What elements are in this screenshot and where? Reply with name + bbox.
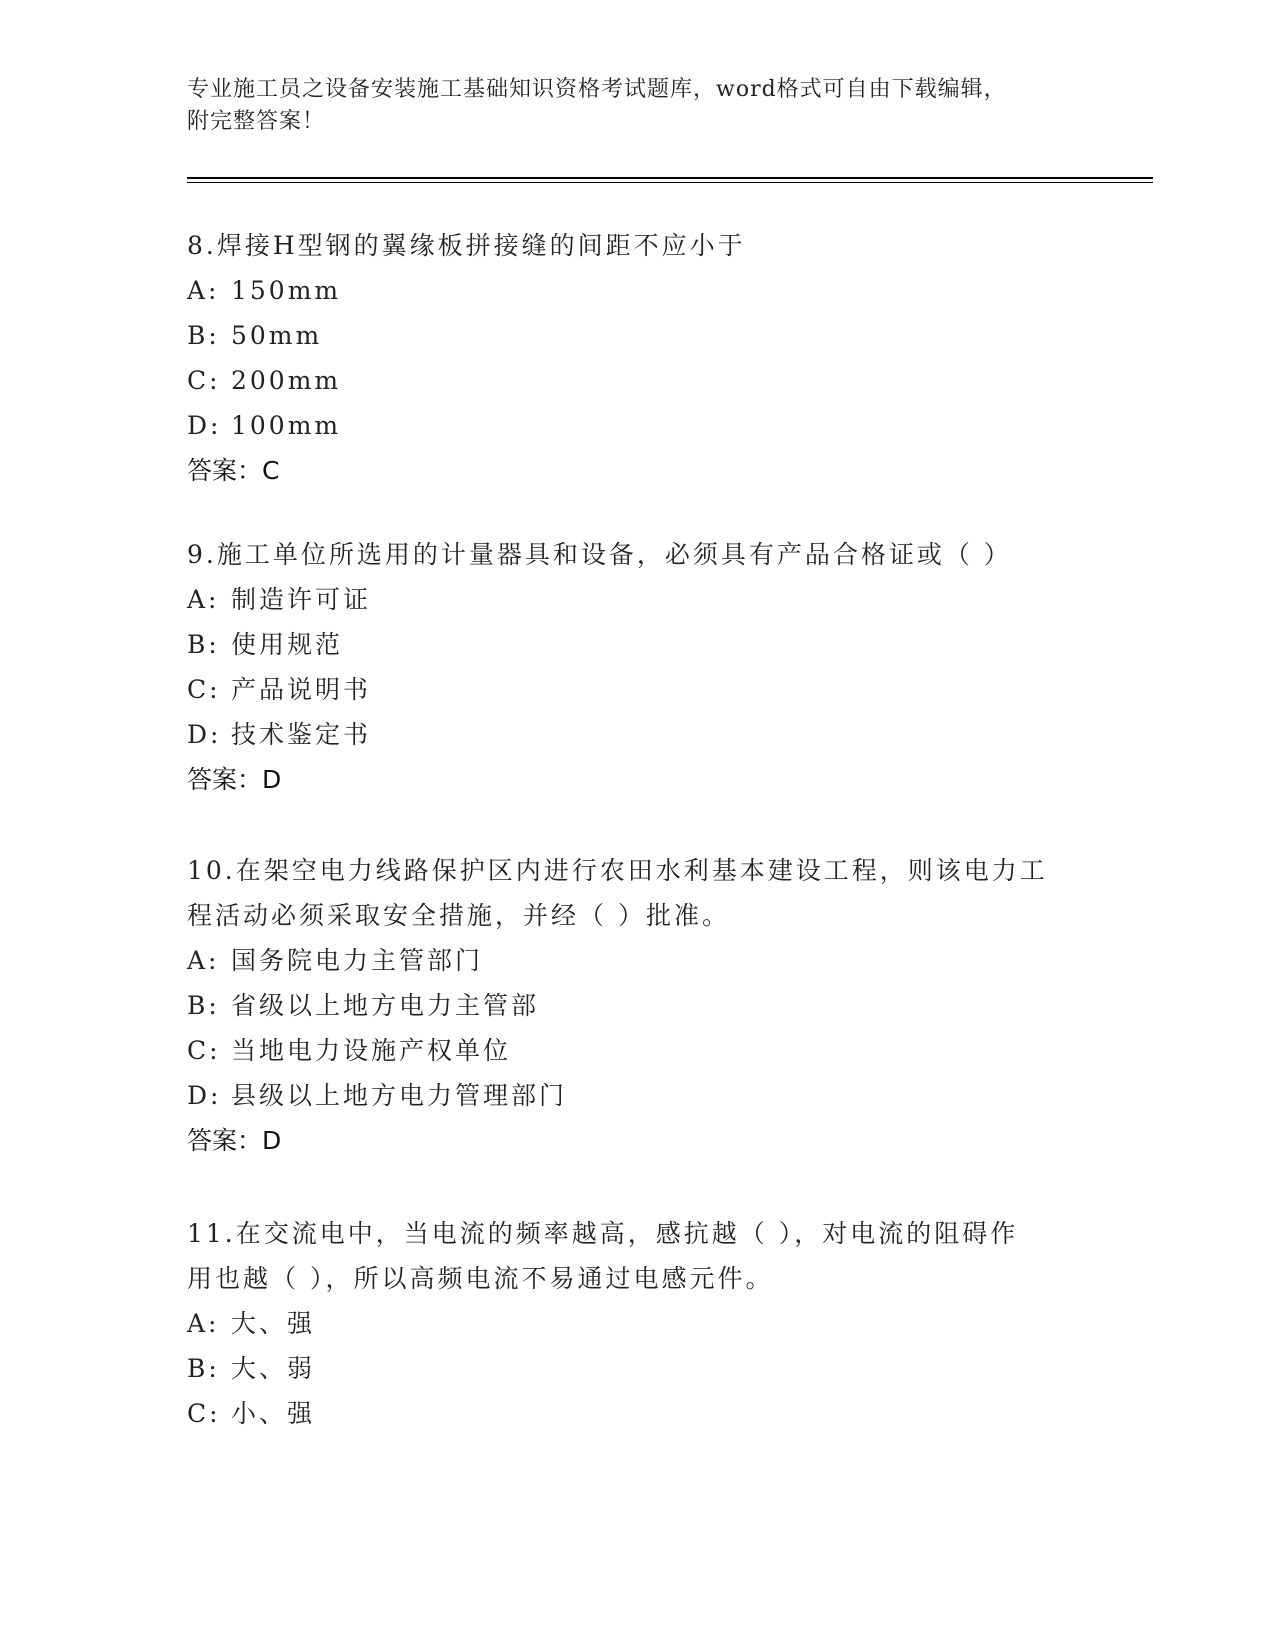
question-stem-line-2: 程活动必须采取安全措施，并经（ ）批准。 xyxy=(187,901,730,930)
option-b: B: 大、弱 xyxy=(187,1354,316,1383)
question-stem: 8.焊接H型钢的翼缘板拼接缝的间距不应小于 xyxy=(187,231,746,260)
question-8 xyxy=(187,223,1087,493)
question-11 xyxy=(187,1211,1087,1436)
option-a: A: 150mm xyxy=(187,276,342,305)
option-c: C: 产品说明书 xyxy=(187,675,372,704)
option-b: B: 使用规范 xyxy=(187,630,344,659)
answer-label: 答案：C xyxy=(187,456,280,485)
answer-label: 答案：D xyxy=(187,1126,282,1155)
question-stem: 9.施工单位所选用的计量器具和设备，必须具有产品合格证或（ ） xyxy=(187,540,1012,569)
option-a: A: 大、强 xyxy=(187,1309,316,1338)
option-d: D: 100mm xyxy=(187,411,342,440)
option-b: B: 省级以上地方电力主管部 xyxy=(187,991,540,1020)
option-a: A: 国务院电力主管部门 xyxy=(187,946,484,975)
option-b: B: 50mm xyxy=(187,321,323,350)
option-c: C: 200mm xyxy=(187,366,342,395)
header-line-1: 专业施工员之设备安装施工基础知识资格考试题库，word格式可自由下载编辑， xyxy=(187,77,1007,102)
option-a: A: 制造许可证 xyxy=(187,585,372,614)
option-d: D: 县级以上地方电力管理部门 xyxy=(187,1081,568,1110)
header-divider-thick xyxy=(187,177,1153,179)
question-10 xyxy=(187,848,1087,1163)
option-c: C: 小、强 xyxy=(187,1399,316,1428)
question-stem-line-2: 用也越（ ），所以高频电流不易通过电感元件。 xyxy=(187,1264,774,1293)
question-stem-line-1: 11.在交流电中，当电流的频率越高，感抗越（ ），对电流的阻碍作 xyxy=(187,1219,1019,1248)
answer-label: 答案：D xyxy=(187,765,282,794)
option-c: C: 当地电力设施产权单位 xyxy=(187,1036,512,1065)
header-divider-thin xyxy=(187,182,1153,183)
option-d: D: 技术鉴定书 xyxy=(187,720,372,749)
question-stem-line-1: 10.在架空电力线路保护区内进行农田水利基本建设工程，则该电力工 xyxy=(187,856,1048,885)
question-9 xyxy=(187,532,1087,802)
document-header xyxy=(187,74,1067,138)
header-line-2: 附完整答案！ xyxy=(187,109,326,134)
